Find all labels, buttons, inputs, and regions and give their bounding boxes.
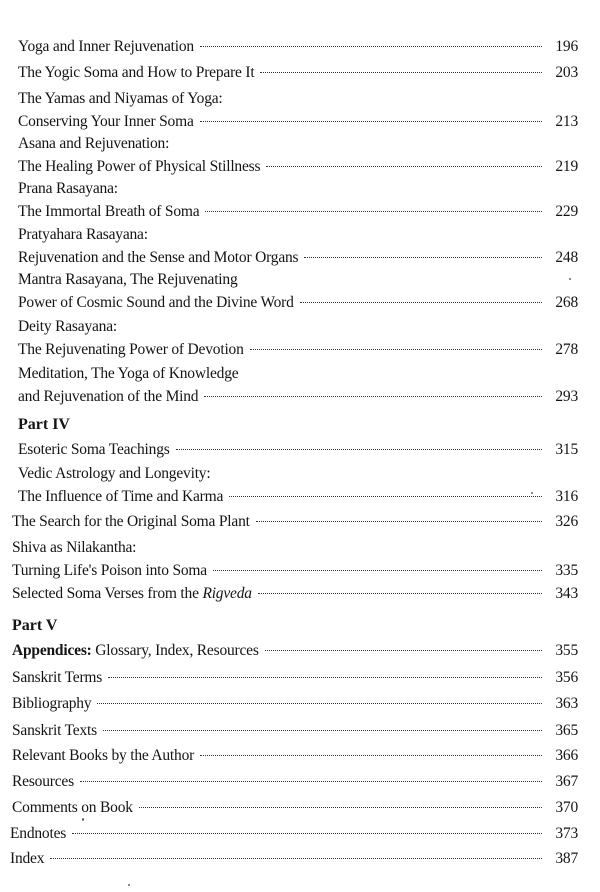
toc-entry — [18, 177, 578, 223]
appendices-rest: Glossary, Index, Resources — [91, 642, 259, 659]
toc-entry-title: Conserving Your Inner Soma — [18, 113, 194, 130]
dot-leader — [176, 449, 542, 450]
toc-entry-heading: Meditation, The Yoga of Knowledge — [18, 365, 239, 382]
toc-entry-title: The Healing Power of Physical Stillness — [18, 158, 261, 175]
dot-leader — [108, 677, 542, 678]
toc-entry-title: The Search for the Original Soma Plant — [12, 513, 250, 530]
dot-leader — [266, 166, 542, 167]
toc-entry — [18, 362, 578, 408]
toc-entry-page: 365 — [555, 722, 578, 739]
toc-entry-title: Turning Life's Poison into Soma — [12, 562, 207, 579]
dot-leader — [103, 730, 542, 731]
toc-entry — [18, 438, 578, 461]
dot-leader — [97, 703, 542, 704]
toc-entry-heading: The Yamas and Niyamas of Yoga: — [18, 90, 223, 107]
toc-entry-title: Sanskrit Terms — [12, 669, 103, 686]
toc-entry — [18, 462, 578, 508]
toc-entry-page: 355 — [555, 642, 578, 659]
dot-leader — [300, 302, 542, 303]
toc-entry-title — [12, 639, 259, 662]
toc-entry-page: 229 — [555, 203, 578, 220]
toc-entry-title: and Rejuvenation of the Mind — [18, 388, 199, 405]
toc-entry — [12, 510, 578, 533]
dot-leader — [260, 72, 542, 73]
toc-entry-title: Relevant Books by the Author — [12, 747, 195, 764]
toc-entry-title — [12, 582, 252, 605]
toc-entry-heading: Vedic Astrology and Longevity: — [18, 465, 211, 482]
dot-leader — [200, 121, 542, 122]
dot-leader — [250, 349, 542, 350]
toc-entry — [12, 744, 578, 767]
toc-entry-title: Esoteric Soma Teachings — [18, 441, 170, 458]
dot-leader — [80, 781, 542, 782]
dot-leader — [304, 257, 542, 258]
dot-leader — [200, 755, 542, 756]
toc-entry — [12, 582, 578, 605]
toc-entry-page: 367 — [555, 773, 578, 790]
toc-entry — [12, 536, 578, 582]
toc-entry-page: 196 — [555, 38, 578, 55]
toc-entry-title: The Rejuvenating Power of Devotion — [18, 341, 244, 358]
toc-entry-page: 278 — [555, 341, 578, 358]
toc-entry-heading: Prana Rasayana: — [18, 180, 118, 197]
toc-entry-page: 268 — [555, 294, 578, 311]
scan-speck — [569, 278, 571, 280]
toc-entry-page: 315 — [555, 441, 578, 458]
toc-entry-title: Index — [10, 850, 45, 867]
toc-entry-page: 343 — [555, 585, 578, 602]
toc-entry-heading: Asana and Rejuvenation: — [18, 135, 170, 152]
toc-entry-page: 326 — [555, 513, 578, 530]
scan-speck — [128, 884, 130, 886]
toc-entry-title: Yoga and Inner Rejuvenation — [18, 38, 194, 55]
toc-entry-title: Power of Cosmic Sound and the Divine Word — [18, 294, 294, 311]
toc-entry — [18, 35, 578, 58]
toc-entry-page: 366 — [555, 747, 578, 764]
dot-leader — [265, 650, 542, 651]
rigveda-title-prefix: Selected Soma Verses from the — [12, 585, 203, 602]
toc-entry — [12, 692, 578, 715]
toc-entry — [18, 87, 578, 133]
toc-entry — [18, 315, 578, 361]
toc-entry-page: 356 — [555, 669, 578, 686]
dot-leader — [200, 46, 542, 47]
dot-leader — [213, 570, 542, 571]
toc-entry-page: 387 — [555, 850, 578, 867]
toc-entry — [12, 796, 578, 819]
toc-entry-page: 213 — [555, 113, 578, 130]
toc-entry — [18, 132, 578, 178]
scan-speck — [531, 492, 533, 494]
toc-entry — [10, 822, 578, 845]
toc-entry-title: Rejuvenation and the Sense and Motor Organs — [18, 249, 299, 266]
scan-speck — [82, 818, 84, 821]
appendices-label: Appendices: — [12, 642, 92, 659]
toc-entry-heading: Deity Rasayana: — [18, 318, 118, 335]
dot-leader — [205, 211, 542, 212]
toc-entry-page: 203 — [555, 64, 578, 81]
dot-leader — [229, 496, 542, 497]
toc-entry — [18, 223, 578, 269]
toc-entry — [12, 639, 578, 662]
toc-entry-heading: Shiva as Nilakantha: — [12, 539, 137, 556]
dot-leader — [50, 858, 542, 859]
toc-entry-page: 370 — [555, 799, 578, 816]
toc-entry-page: 373 — [555, 825, 578, 842]
toc-entry-title: Comments on Book — [12, 799, 133, 816]
toc-entry — [12, 666, 578, 689]
part-v-heading: Part V — [12, 617, 58, 634]
toc-entry-heading: Mantra Rasayana, The Rejuvenating — [18, 271, 238, 288]
toc-entry-page: 248 — [555, 249, 578, 266]
toc-entry-title: Sanskrit Texts — [12, 722, 97, 739]
toc-entry-title: The Yogic Soma and How to Prepare It — [18, 64, 255, 81]
toc-entry-title: The Influence of Time and Karma — [18, 488, 224, 505]
rigveda-title-italic: Rigveda — [202, 585, 252, 602]
toc-entry-page: 219 — [555, 158, 578, 175]
toc-entry — [18, 268, 578, 314]
toc-entry — [12, 719, 578, 742]
toc-entry-page: 363 — [555, 695, 578, 712]
toc-entry-title: Endnotes — [10, 825, 67, 842]
dot-leader — [72, 833, 542, 834]
dot-leader — [139, 807, 542, 808]
dot-leader — [258, 593, 542, 594]
dot-leader — [204, 396, 542, 397]
dot-leader — [256, 521, 542, 522]
toc-entry-title: The Immortal Breath of Soma — [18, 203, 200, 220]
toc-entry-page: 335 — [555, 562, 578, 579]
toc-entry-heading: Pratyahara Rasayana: — [18, 226, 148, 243]
toc-entry-page: 293 — [555, 388, 578, 405]
toc-entry-title: Bibliography — [12, 695, 92, 712]
toc-entry — [18, 61, 578, 84]
toc-entry-page: 316 — [555, 488, 578, 505]
toc-entry-title: Resources — [12, 773, 74, 790]
toc-entry — [10, 847, 578, 870]
part-iv-heading: Part IV — [18, 416, 70, 433]
toc-entry — [12, 770, 578, 793]
